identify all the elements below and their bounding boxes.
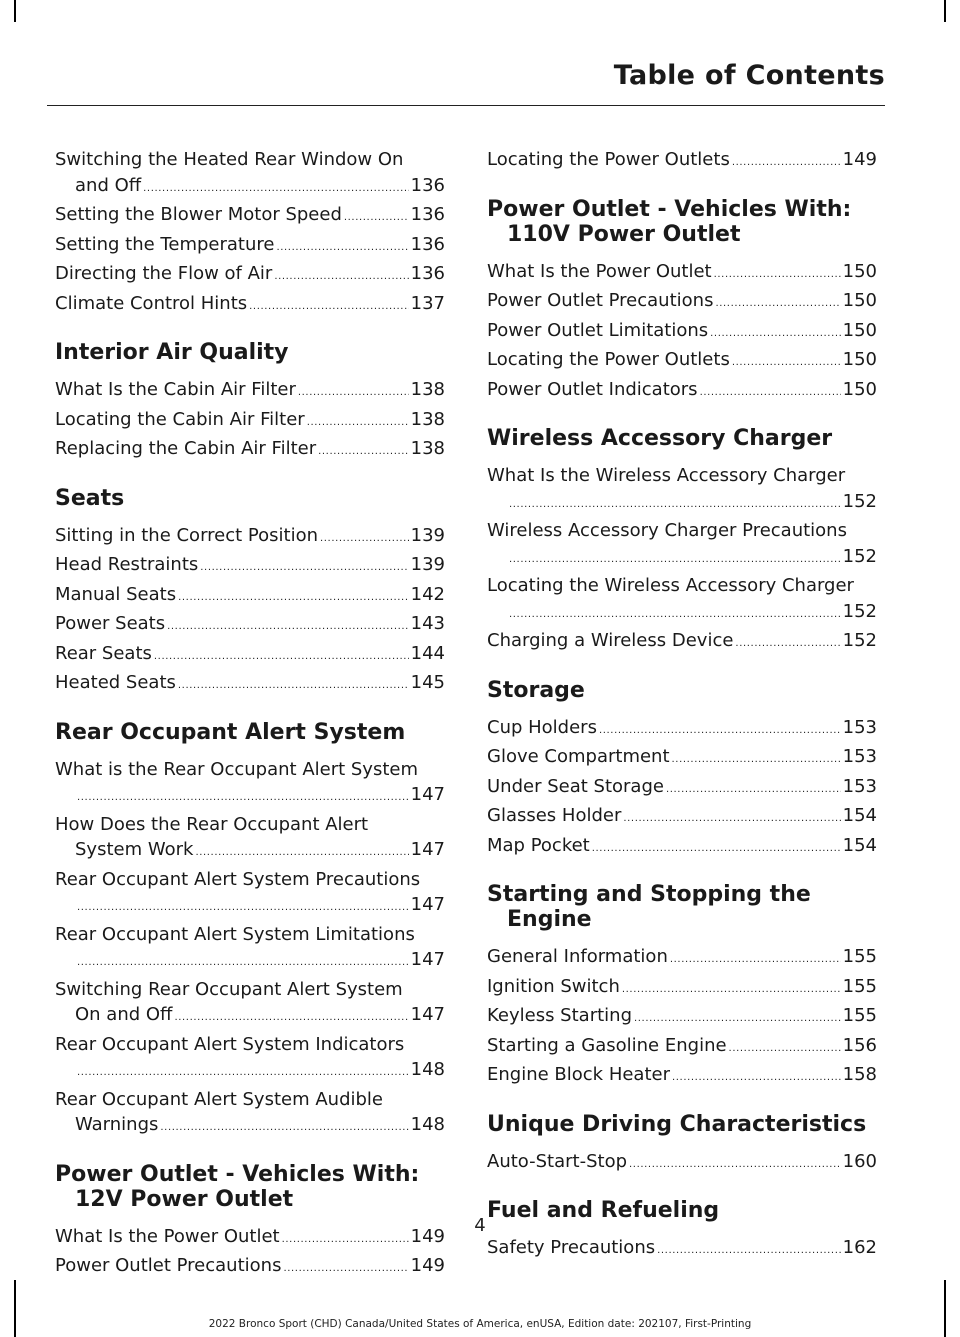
toc-entry[interactable]: [55, 232, 445, 261]
toc-entry-page: 147: [410, 784, 445, 805]
toc-entry[interactable]: [487, 518, 877, 572]
leader-dots: [174, 1005, 408, 1031]
section-heading: Starting and Stopping the Engine: [487, 882, 811, 932]
toc-entry-page: 136: [410, 233, 445, 255]
leader-dots: [592, 836, 841, 862]
toc-entry-title: Starting a Gasoline Engine: [487, 1034, 727, 1056]
toc-entry-title: Power Outlet Precautions: [55, 1255, 282, 1276]
toc-entry-page: 153: [842, 716, 877, 738]
toc-entry-page: 149: [842, 149, 877, 170]
toc-entry-title: Replacing the Cabin Air Filter: [55, 438, 317, 459]
toc-entry-title: Rear Seats: [55, 642, 152, 664]
toc-entry[interactable]: [55, 641, 445, 670]
toc-entry-title: Power Outlet Limitations: [487, 319, 709, 341]
toc-entry-title: Auto-Start-Stop: [487, 1150, 628, 1172]
leader-dots: [283, 1256, 408, 1282]
toc-entry-page: 150: [842, 319, 877, 341]
toc-entry[interactable]: [55, 552, 445, 581]
toc-entry-page: 155: [842, 975, 877, 997]
toc-entry-title: Climate Control Hints: [55, 292, 248, 314]
toc-entry[interactable]: [487, 1003, 877, 1032]
toc-entry-title: Glove Compartment: [487, 746, 670, 767]
leader-dots: [318, 439, 409, 465]
toc-entry-title: Wireless Accessory Charger Precautions: [487, 520, 847, 541]
leader-dots: [623, 806, 840, 832]
toc-entry-page: 150: [842, 290, 877, 311]
toc-entry[interactable]: [487, 715, 877, 744]
toc-entry-page: 158: [842, 1064, 877, 1085]
toc-entry-page: 147: [410, 894, 445, 915]
toc-entry-title: What Is the Wireless Accessory Charger: [487, 465, 846, 486]
toc-entry-page: 145: [410, 672, 445, 693]
toc-entry-page: 138: [410, 438, 445, 459]
leader-dots: [732, 350, 841, 376]
toc-entry-title: What Is the Power Outlet: [487, 260, 712, 282]
toc-entry-title-continued: Warnings: [75, 1114, 159, 1135]
leader-dots: [344, 205, 409, 231]
toc-entry-page: 138: [410, 379, 445, 400]
toc-entry-title: Locating the Power Outlets: [487, 349, 730, 370]
toc-entry[interactable]: [55, 291, 445, 320]
toc-entry-title: What Is the Cabin Air Filter: [55, 379, 296, 400]
leader-dots: [307, 410, 409, 436]
toc-entry[interactable]: [55, 812, 445, 866]
toc-entry-title: How Does the Rear Occupant Alert: [55, 813, 369, 835]
leader-dots: [710, 321, 840, 347]
toc-entry-page: 136: [410, 204, 445, 225]
section-heading: Wireless Accessory Charger: [487, 426, 833, 451]
section-heading: Rear Occupant Alert System: [55, 719, 406, 745]
toc-entry[interactable]: [55, 261, 445, 290]
toc-entry-page: 149: [410, 1255, 445, 1276]
toc-entry[interactable]: [55, 377, 445, 406]
toc-entry-page: 160: [842, 1150, 877, 1172]
toc-entry-page: 148: [410, 1059, 445, 1080]
crop-mark-top-left: [14, 0, 16, 22]
leader-dots: [622, 977, 841, 1003]
toc-entry[interactable]: [487, 147, 877, 176]
toc-entry-page: 162: [842, 1237, 877, 1258]
toc-entry-page: 144: [410, 642, 445, 664]
toc-entry[interactable]: [487, 744, 877, 773]
leader-dots: [178, 673, 409, 699]
toc-entry[interactable]: [55, 611, 445, 640]
toc-entry[interactable]: [487, 318, 877, 347]
toc-entry-title: General Information: [487, 946, 668, 967]
leader-dots: [599, 718, 841, 744]
toc-entry-page: 152: [842, 545, 877, 567]
leader-dots: [77, 785, 409, 811]
leader-dots: [714, 262, 841, 288]
toc-entry[interactable]: [487, 259, 877, 288]
leader-dots: [200, 555, 408, 581]
toc-entry-title: Map Pocket: [487, 834, 590, 856]
toc-entry-page: 148: [410, 1114, 445, 1135]
toc-column-left: [55, 147, 445, 1283]
toc-entry-title: Heated Seats: [55, 672, 176, 693]
section-heading: Power Outlet - Vehicles With: 110V Power Outlet: [487, 196, 852, 247]
toc-entry[interactable]: [55, 147, 445, 201]
toc-entry-page: 143: [410, 613, 445, 634]
toc-entry-page: 147: [410, 1004, 445, 1025]
toc-entry-title: Setting the Temperature: [55, 233, 275, 255]
toc-entry-title: Ignition Switch: [487, 975, 620, 997]
toc-entry-page: 153: [842, 746, 877, 767]
leader-dots: [143, 176, 408, 202]
toc-entry-page: 139: [410, 554, 445, 575]
page-footer: [0, 1215, 960, 1236]
toc-entry-page: 150: [842, 349, 877, 370]
toc-entry[interactable]: [487, 944, 877, 973]
toc-entry-page: 156: [842, 1034, 877, 1056]
toc-entry-page: 152: [842, 630, 877, 651]
toc-entry[interactable]: [487, 1149, 877, 1178]
toc-entry[interactable]: [487, 573, 877, 627]
toc-entry-page: 153: [842, 775, 877, 797]
toc-entry-page: 150: [842, 260, 877, 282]
toc-entry[interactable]: [487, 288, 877, 317]
toc-entry[interactable]: [487, 974, 877, 1003]
toc-entry-title: What Is the Power Outlet: [55, 1225, 280, 1247]
toc-entry[interactable]: [487, 1235, 877, 1264]
toc-entry-title-continued: System Work: [75, 839, 194, 860]
leader-dots: [276, 235, 408, 261]
toc-entry-title: Power Seats: [55, 613, 166, 634]
leader-dots: [672, 1065, 841, 1091]
leader-dots: [509, 602, 841, 628]
leader-dots: [77, 895, 409, 921]
toc-entry-title: Setting the Blower Motor Speed: [55, 204, 342, 225]
leader-dots: [298, 380, 409, 406]
toc-entry-title: Locating the Power Outlets: [487, 149, 730, 170]
leader-dots: [634, 1006, 841, 1032]
toc-entry-title: Locating the Wireless Accessory Charger: [487, 575, 854, 596]
toc-entry-title: Engine Block Heater: [487, 1064, 670, 1085]
section-heading: Fuel and Refueling: [487, 1198, 720, 1223]
leader-dots: [657, 1238, 841, 1264]
section-heading: Interior Air Quality: [55, 340, 289, 365]
toc-entry-page: 137: [410, 292, 445, 314]
toc-entry-page: 154: [842, 805, 877, 826]
toc-entry[interactable]: [487, 628, 877, 657]
leader-dots: [160, 1115, 408, 1141]
leader-dots: [154, 644, 409, 670]
toc-entry-title: Locating the Cabin Air Filter: [55, 408, 305, 430]
toc-entry[interactable]: [55, 1253, 445, 1282]
toc-entry[interactable]: [487, 803, 877, 832]
section-heading: Storage: [487, 677, 585, 703]
toc-entry-page: 139: [410, 524, 445, 546]
toc-entry-page: 147: [410, 839, 445, 860]
header-divider: [47, 105, 885, 106]
leader-dots: [732, 150, 841, 176]
page-title: Table of Contents: [613, 60, 885, 91]
toc-entry-page: 150: [842, 378, 877, 400]
leader-dots: [509, 547, 841, 573]
toc-entry-title: Power Outlet Precautions: [487, 290, 714, 311]
leader-dots: [670, 947, 841, 973]
toc-entry-title: Directing the Flow of Air: [55, 263, 273, 284]
toc-entry[interactable]: [55, 407, 445, 436]
section-heading: Unique Driving Characteristics: [487, 1111, 867, 1137]
leader-dots: [700, 380, 841, 406]
toc-entry-page: 155: [842, 1005, 877, 1026]
leader-dots: [666, 777, 841, 803]
toc-entry-title: Switching the Heated Rear Window On: [55, 149, 404, 170]
toc-entry-title: Keyless Starting: [487, 1005, 632, 1026]
toc-entry[interactable]: [487, 1033, 877, 1062]
toc-entry[interactable]: [55, 523, 445, 552]
toc-entry-page: 152: [842, 600, 877, 622]
toc-entry-title: Rear Occupant Alert System Audible: [55, 1088, 383, 1110]
toc-entry-page: 152: [842, 490, 877, 512]
toc-entry[interactable]: [55, 867, 445, 921]
toc-entry-title: Head Restraints: [55, 554, 199, 575]
toc-entry-title: Rear Occupant Alert System Precautions: [55, 868, 421, 890]
leader-dots: [77, 950, 409, 976]
leader-dots: [274, 264, 408, 290]
toc-entry-title: Under Seat Storage: [487, 775, 664, 797]
toc-entry[interactable]: [487, 1062, 877, 1091]
toc-entry-title: Glasses Holder: [487, 805, 622, 826]
toc-entry-page: 149: [410, 1225, 445, 1247]
toc-entry[interactable]: [55, 436, 445, 465]
leader-dots: [629, 1152, 841, 1178]
edition-info: 2022 Bronco Sport (CHD) Canada/United States of America, enUSA, Edition date: 202107, First-Printing: [208, 1318, 752, 1330]
toc-entry-page: 136: [410, 174, 445, 196]
toc-entry[interactable]: [55, 922, 445, 976]
toc-entry-page: 138: [410, 408, 445, 430]
toc-entry[interactable]: [487, 377, 877, 406]
toc-entry[interactable]: [55, 582, 445, 611]
toc-entry[interactable]: [487, 463, 877, 517]
toc-entry-title: Manual Seats: [55, 583, 177, 605]
leader-dots: [77, 1060, 409, 1086]
toc-entry[interactable]: [55, 1087, 445, 1141]
leader-dots: [735, 631, 840, 657]
toc-entry[interactable]: [55, 1032, 445, 1086]
toc-entry[interactable]: [55, 977, 445, 1031]
toc-entry[interactable]: [487, 774, 877, 803]
toc-entry-page: 154: [842, 834, 877, 856]
toc-column-right: [487, 147, 877, 1265]
leader-dots: [320, 526, 409, 552]
toc-entry-title: Rear Occupant Alert System Indicators: [55, 1033, 405, 1055]
toc-entry-title: What is the Rear Occupant Alert System: [55, 758, 419, 780]
toc-entry-title: Rear Occupant Alert System Limitations: [55, 923, 415, 945]
toc-entry-page: 155: [842, 946, 877, 967]
page-number: 4: [474, 1215, 486, 1236]
leader-dots: [729, 1036, 841, 1062]
toc-entry[interactable]: [55, 757, 445, 811]
toc-entry[interactable]: [55, 202, 445, 231]
toc-entry[interactable]: [487, 347, 877, 376]
toc-entry-page: 147: [410, 949, 445, 970]
toc-entry-title: Cup Holders: [487, 716, 597, 738]
leader-dots: [178, 585, 409, 611]
crop-mark-top-right: [944, 0, 946, 22]
leader-dots: [509, 492, 841, 518]
section-heading: Seats: [55, 485, 125, 511]
toc-entry[interactable]: [55, 670, 445, 699]
section-heading: Power Outlet - Vehicles With: 12V Power Outlet: [55, 1161, 420, 1212]
toc-entry-title: Sitting in the Correct Position: [55, 524, 318, 546]
leader-dots: [672, 747, 841, 773]
leader-dots: [167, 614, 409, 640]
toc-entry-page: 136: [410, 263, 445, 284]
toc-entry-title-continued: and Off: [75, 174, 142, 196]
toc-entry-title: Safety Precautions: [487, 1237, 656, 1258]
leader-dots: [249, 294, 408, 320]
toc-entry-title: Switching Rear Occupant Alert System: [55, 978, 403, 1000]
toc-entry-title: Power Outlet Indicators: [487, 378, 698, 400]
leader-dots: [195, 840, 408, 866]
toc-entry-page: 142: [410, 583, 445, 605]
page-header: [47, 0, 885, 108]
leader-dots: [715, 291, 840, 317]
toc-entry-title-continued: On and Off: [75, 1004, 173, 1025]
toc-entry[interactable]: [487, 833, 877, 862]
toc-entry-title: Charging a Wireless Device: [487, 630, 734, 651]
